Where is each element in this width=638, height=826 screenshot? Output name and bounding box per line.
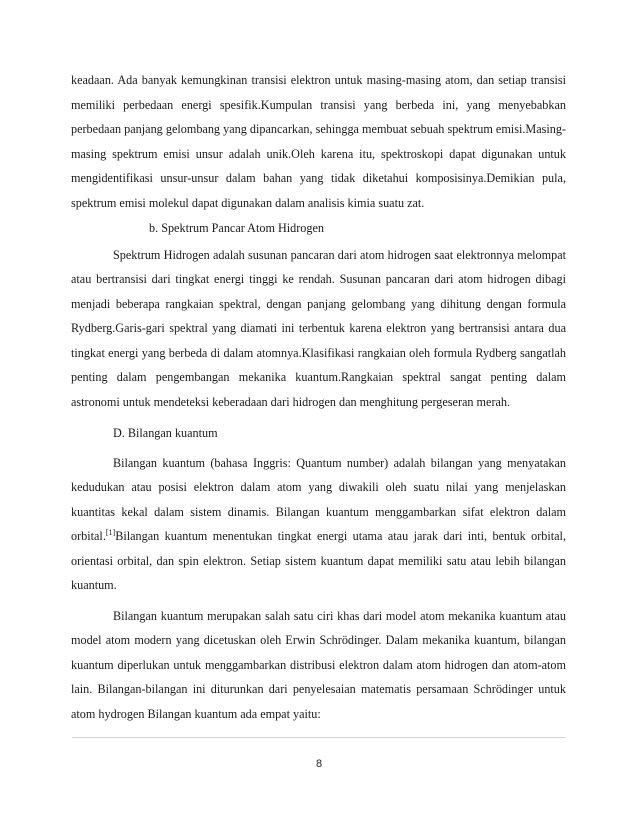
paragraph-quantum-number-definition	[71, 451, 566, 598]
heading-quantum-numbers: D. Bilangan kuantum	[113, 426, 218, 440]
page-number: 8	[315, 758, 323, 770]
paragraph-emission-spectrum: keadaan. Ada banyak kemungkinan transisi elektron untuk masing-masing atom, dan setiap transisi memiliki perbedaan energi spesifik.Kumpulan transisi yang berbeda ini, yang menyebabkan perbedaan panjang gelombang yang dipancarkan, sehingga membuat sebuah spektrum emisi.Masing-masing spektrum emisi unsur adalah unik.Oleh karena itu, spektroskopi dapat digunakan untuk mengidentifikasi unsur-unsur dalam bahan yang tidak diketahui komposisinya.Demikian pula, spektrum emisi molekul dapat digunakan dalam analisis kimia suatu zat.	[71, 73, 566, 210]
footer-divider	[72, 737, 566, 738]
paragraph-hydrogen-spectrum: Spektrum Hidrogen adalah susunan pancaran dari atom hidrogen saat elektronnya melompat atau bertransisi dari tingkat energi tinggi ke rendah. Susunan pancaran dari atom hidrogen dibagi menjadi beberapa rangkaian spektral, dengan panjang gelombang yang dihitung dengan formula Rydberg.Garis-gari spektral yang diamati ini terbentuk karena elektron yang bertransisi antara dua tingkat energi yang berbeda di dalam atomnya.Klasifikasi rangkaian oleh formula Rydberg sangatlah penting dalam pengembangan mekanika kuantum.Rangkaian spektral sangat penting dalam astronomi untuk mendeteksi keberadaan dari hidrogen dan menghitung pergeseran merah.	[71, 247, 566, 409]
footnote-reference[interactable]: [1]	[105, 527, 116, 537]
paragraph-text-part-2: Bilangan kuantum menentukan tingkat energi utama atau jarak dari inti, bentuk orbital, orientasi orbital, dan spin elektron. Setiap sistem kuantum dapat memiliki satu atau lebih bilangan kuantum.	[71, 529, 566, 592]
paragraph-quantum-mechanics-model: Bilangan kuantum merupakan salah satu ciri khas dari model atom mekanika kuantum atau model atom modern yang dicetuskan oleh Erwin Schrödinger. Dalam mekanika kuantum, bilangan kuantum diperlukan untuk menggambarkan distribusi elektron dalam atom hidrogen dan atom-atom lain. Bilangan-bilangan ini diturunkan dari penyelesaian matematis persamaan Schrödinger untuk atom hydrogen Bilangan kuantum ada empat yaitu:	[71, 608, 566, 721]
paragraph-text-part-1: Bilangan kuantum (bahasa Inggris: Quantum number) adalah bilangan yang menyatakan kedudukan atau posisi elektron dalam atom yang diwakili oleh suatu nilai yang menjelaskan kuantitas kekal dalam sistem dinamis. Bilangan kuantum menggambarkan sifat elektron dalam orbital.	[71, 455, 566, 543]
subheading-hydrogen-spectrum: b. Spektrum Pancar Atom Hidrogen	[149, 221, 324, 235]
page-body	[71, 68, 566, 726]
